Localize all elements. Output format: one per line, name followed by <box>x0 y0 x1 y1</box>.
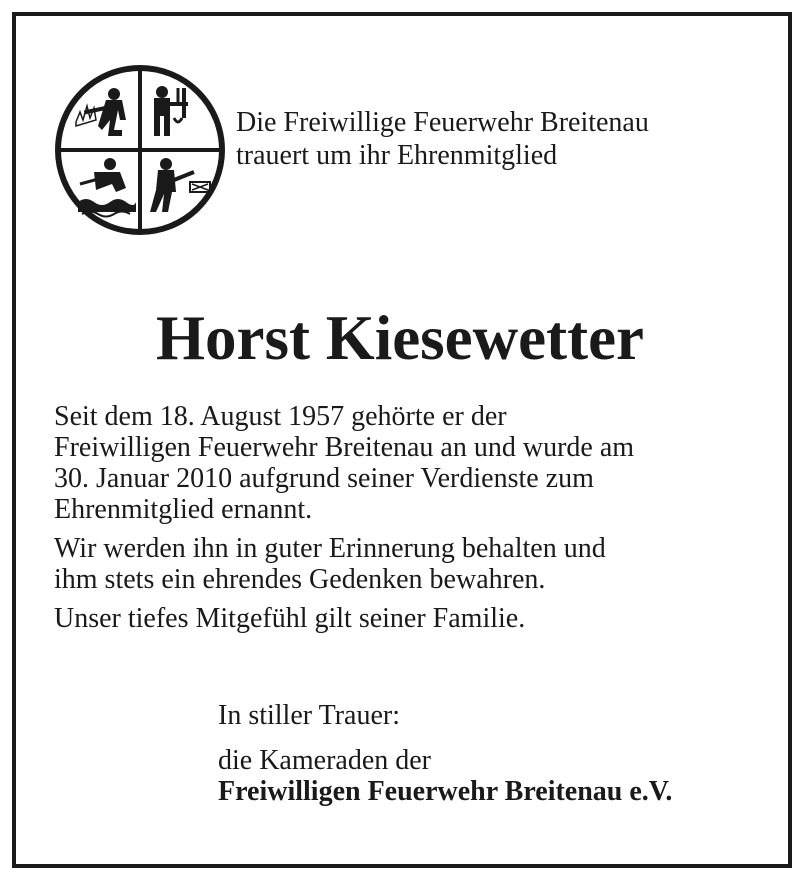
obituary-body <box>54 401 774 642</box>
header-line-1: Die Freiwillige Feuerwehr Breitenau <box>236 107 649 138</box>
header <box>236 106 649 172</box>
deceased-name: Horst Kiesewetter <box>155 303 644 373</box>
body-paragraph-3: Unser tiefes Mitgefühl gilt seiner Familie. <box>54 603 526 634</box>
signature-block <box>218 700 672 807</box>
body-paragraph-2: Wir werden ihn in guter Erinnerung behalten und ihm stets ein ehrendes Gedenken bewahren. <box>54 533 606 595</box>
signature-intro: In stiller Trauer: <box>218 700 400 731</box>
header-line-2: trauert um ihr Ehrenmitglied <box>236 140 558 171</box>
signature-organization: Freiwilligen Feuerwehr Breitenau e.V. <box>218 776 673 807</box>
signature-line-1: die Kameraden der <box>218 745 431 776</box>
body-paragraph-1: Seit dem 18. August 1957 gehörte er der Freiwilligen Feuerwehr Breitenau an und wurde am 30. Januar 2010 aufgrund seiner Verdienste zum Ehrenmitglied ernannt. <box>54 401 635 525</box>
fire-brigade-emblem-icon <box>54 64 226 236</box>
